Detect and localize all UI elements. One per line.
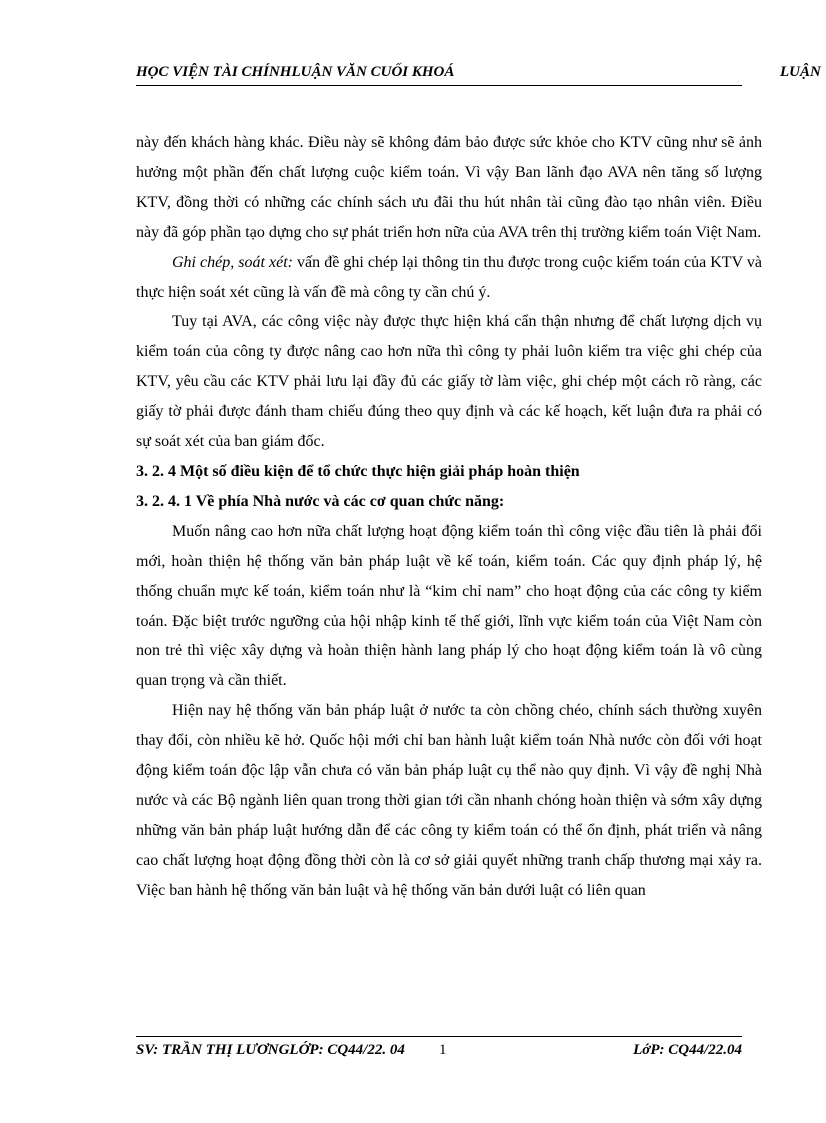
paragraph-muon-nang-cao: Muốn nâng cao hơn nữa chất lượng hoạt động kiểm toán thì công việc đầu tiên là phải đổi mới, hoàn thiện hệ thống văn bản pháp luật về kế toán, kiểm toán. Các quy định pháp lý, hệ thống chuẩn mực kế toán, kiểm toán như là “kim chỉ nam” cho hoạt động của các công ty kiểm toán. Đặc biệt trước ngưỡng của hội nhập kinh tế thế giới, lĩnh vực kiểm toán của Việt Nam còn non trẻ thì việc xây dựng và hoàn thiện hành lang pháp lý cho hoạt động kiểm toán là vô cùng quan trọng và cần thiết. [136,522,762,690]
paragraph-ava: Tuy tại AVA, các công việc này được thực hiện khá cẩn thận nhưng để chất lượng dịch vụ kiểm toán của công ty được nâng cao hơn nữa thì công ty phải luôn kiểm tra việc ghi chép của KTV, yêu cầu các KTV phải lưu lại đầy đủ các giấy tờ làm việc, ghi chép một cách rõ ràng, các giấy tờ phải được đánh tham chiếu đúng theo quy định và các kế hoạch, kết luận đưa ra phải có sự soát xét của ban giám đốc. [136,313,762,451]
page-header [136,64,826,86]
footer-divider [136,1036,742,1037]
subsection-heading: 3. 2. 4. 1 Về phía Nhà nước và các cơ quan chức năng: [136,492,505,510]
header-right-text: LUẬN [780,64,821,80]
paragraph-continuation: này đến khách hàng khác. Điều này sẽ không đảm bảo được sức khỏe cho KTV cũng như sẽ ảnh hưởng một phần đến chất lượng cuộc kiểm toán. Vì vậy Ban lãnh đạo AVA nên tăng số lượng KTV, đồng thời có những các chính sách ưu đãi thu hút nhân tài cũng đào tạo nhân viên. Điều này đã góp phần tạo dựng cho sự phát triển hơn nữa của AVA trên thị trường kiểm toán Việt Nam. [136,134,762,241]
paragraph-lead-italic: Ghi chép, soát xét: [172,253,293,271]
paragraph-hien-nay: Hiện nay hệ thống văn bản pháp luật ở nước ta còn chồng chéo, chính sách thường xuyên thay đổi, còn nhiều kẽ hở. Quốc hội mới chỉ ban hành luật kiểm toán Nhà nước còn đối với hoạt động kiểm toán độc lập vẫn chưa có văn bản pháp luật cụ thể nào quy định. Vì vậy đề nghị Nhà nước và các Bộ ngành liên quan trong thời gian tới cần nhanh chóng hoàn thiện và sớm xây dựng những văn bản pháp luật hướng dẫn để các công ty kiểm toán có thể ổn định, phát triển và nâng cao chất lượng hoạt động đồng thời còn là cơ sở giải quyết những tranh chấp thương mại xảy ra. Việc ban hành hệ thống văn bản luật và hệ thống văn bản dưới luật có liên quan [136,702,762,899]
footer-class: LớP: CQ44/22.04 [633,1042,742,1058]
page-number: 1 [439,1042,447,1058]
paragraph-text: vấn đề ghi chép lại thông tin thu được trong cuộc kiểm toán của KTV và thực hiện soát xét cũng là vấn đề mà công ty cần chú ý. [136,253,762,301]
header-title: HỌC VIỆN TÀI CHÍNHLUẬN VĂN CUỐI KHOÁ [136,64,455,80]
paragraph-ghi-chep [136,248,762,308]
page-footer [136,1042,742,1064]
document-body [136,128,762,906]
header-divider [136,85,742,86]
section-heading: 3. 2. 4 Một số điều kiện để tổ chức thực hiện giải pháp hoàn thiện [136,462,580,480]
footer-student: SV: TRẦN THỊ LƯƠNGLỚP: CQ44/22. 04 [136,1042,405,1058]
